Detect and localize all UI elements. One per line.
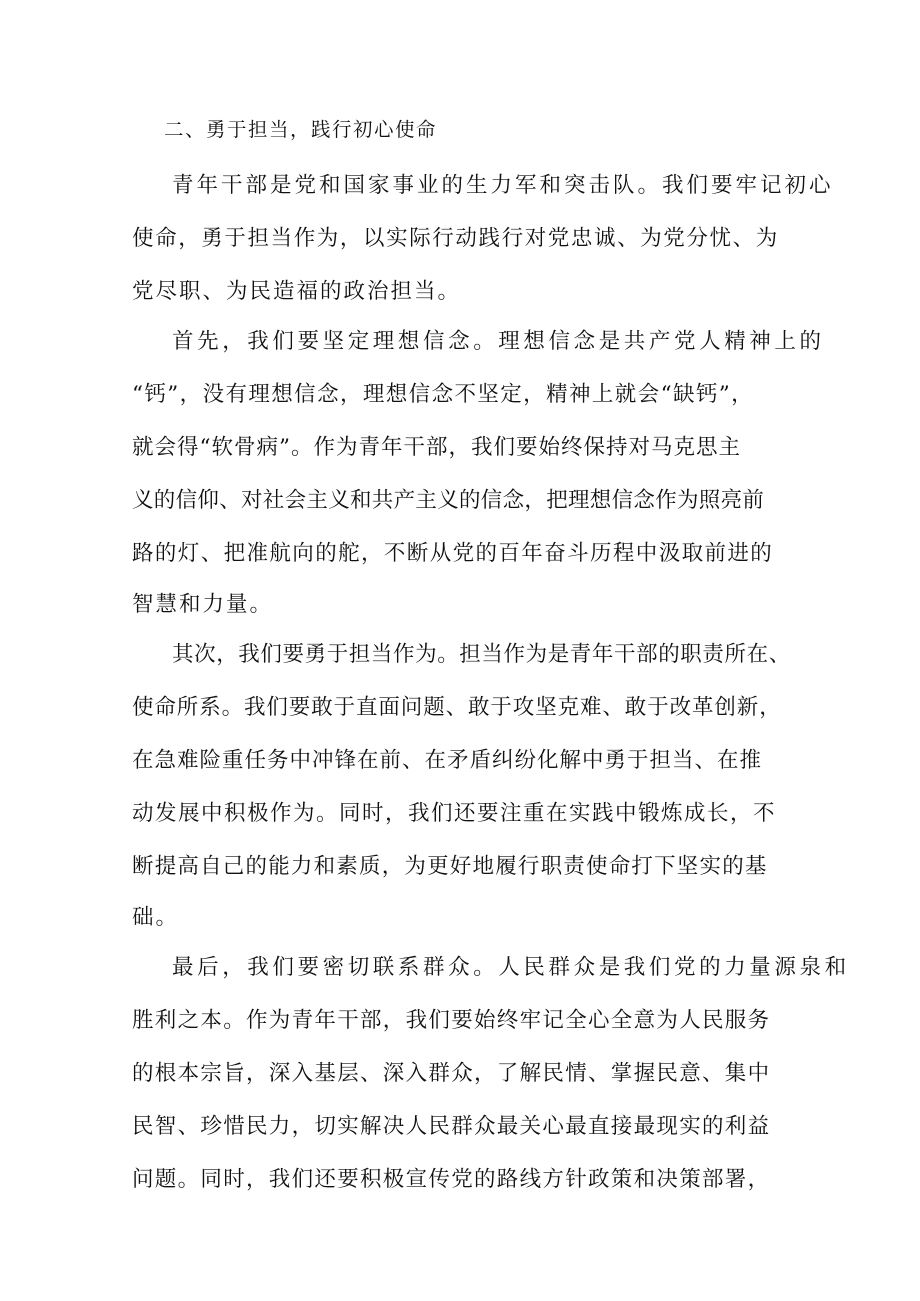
paragraph-3-line-3: 在急难险重任务中冲锋在前、在矛盾纠纷化解中勇于担当、在推	[132, 748, 763, 773]
paragraph-4-line-4: 民智、珍惜民力，切实解决人民群众最关心最直接最现实的利益	[132, 1114, 771, 1139]
paragraph-1-line-3: 党尽职、为民造福的政治担当。	[132, 279, 462, 304]
paragraph-1-line-2: 使命，勇于担当作为，以实际行动践行对党忠诚、为党分忧、为	[132, 226, 779, 251]
paragraph-4-line-3: 的根本宗旨，深入基层、深入群众，了解民情、掌握民意、集中	[132, 1061, 771, 1086]
paragraph-3-line-5: 断提高自己的能力和素质，为更好地履行职责使命打下坚实的基	[132, 854, 768, 879]
paragraph-2-line-5: 路的灯、把准航向的舵，不断从党的百年奋斗历程中汲取前进的	[132, 541, 774, 566]
paragraph-2-line-3: 就会得“软骨病”。作为青年干部，我们要始终保持对马克思主	[132, 435, 741, 460]
paragraph-4-line-1: 最后，我们要密切联系群众。人民群众是我们党的力量源泉和	[172, 955, 850, 980]
paragraph-1-line-1: 青年干部是党和国家事业的生力军和突击队。我们要牢记初心	[172, 173, 834, 198]
paragraph-2-line-4: 义的信仰、对社会主义和共产主义的信念，把理想信念作为照亮前	[132, 488, 765, 513]
paragraph-2-line-1: 首先，我们要坚定理想信念。理想信念是共产党人精神上的	[172, 329, 825, 354]
paragraph-3-line-4: 动发展中积极作为。同时，我们还要注重在实践中锻炼成长，不	[132, 801, 777, 826]
paragraph-2-line-2: “钙”，没有理想信念，理想信念不坚定，精神上就会“缺钙”，	[132, 382, 755, 407]
paragraph-3-line-6: 础。	[132, 905, 180, 930]
paragraph-4-line-2: 胜利之本。作为青年干部，我们要始终牢记全心全意为人民服务	[132, 1008, 771, 1033]
paragraph-2-line-6: 智慧和力量。	[132, 592, 274, 617]
section-heading: 二、勇于担当，践行初心使命	[164, 118, 438, 141]
paragraph-3-line-1: 其次，我们要勇于担当作为。担当作为是青年干部的职责所在、	[172, 642, 791, 667]
paragraph-3-line-2: 使命所系。我们要敢于直面问题、敢于攻坚克难、敢于改革创新，	[132, 695, 782, 720]
paragraph-4-line-5: 问题。同时，我们还要积极宣传党的路线方针政策和决策部署，	[132, 1167, 771, 1192]
